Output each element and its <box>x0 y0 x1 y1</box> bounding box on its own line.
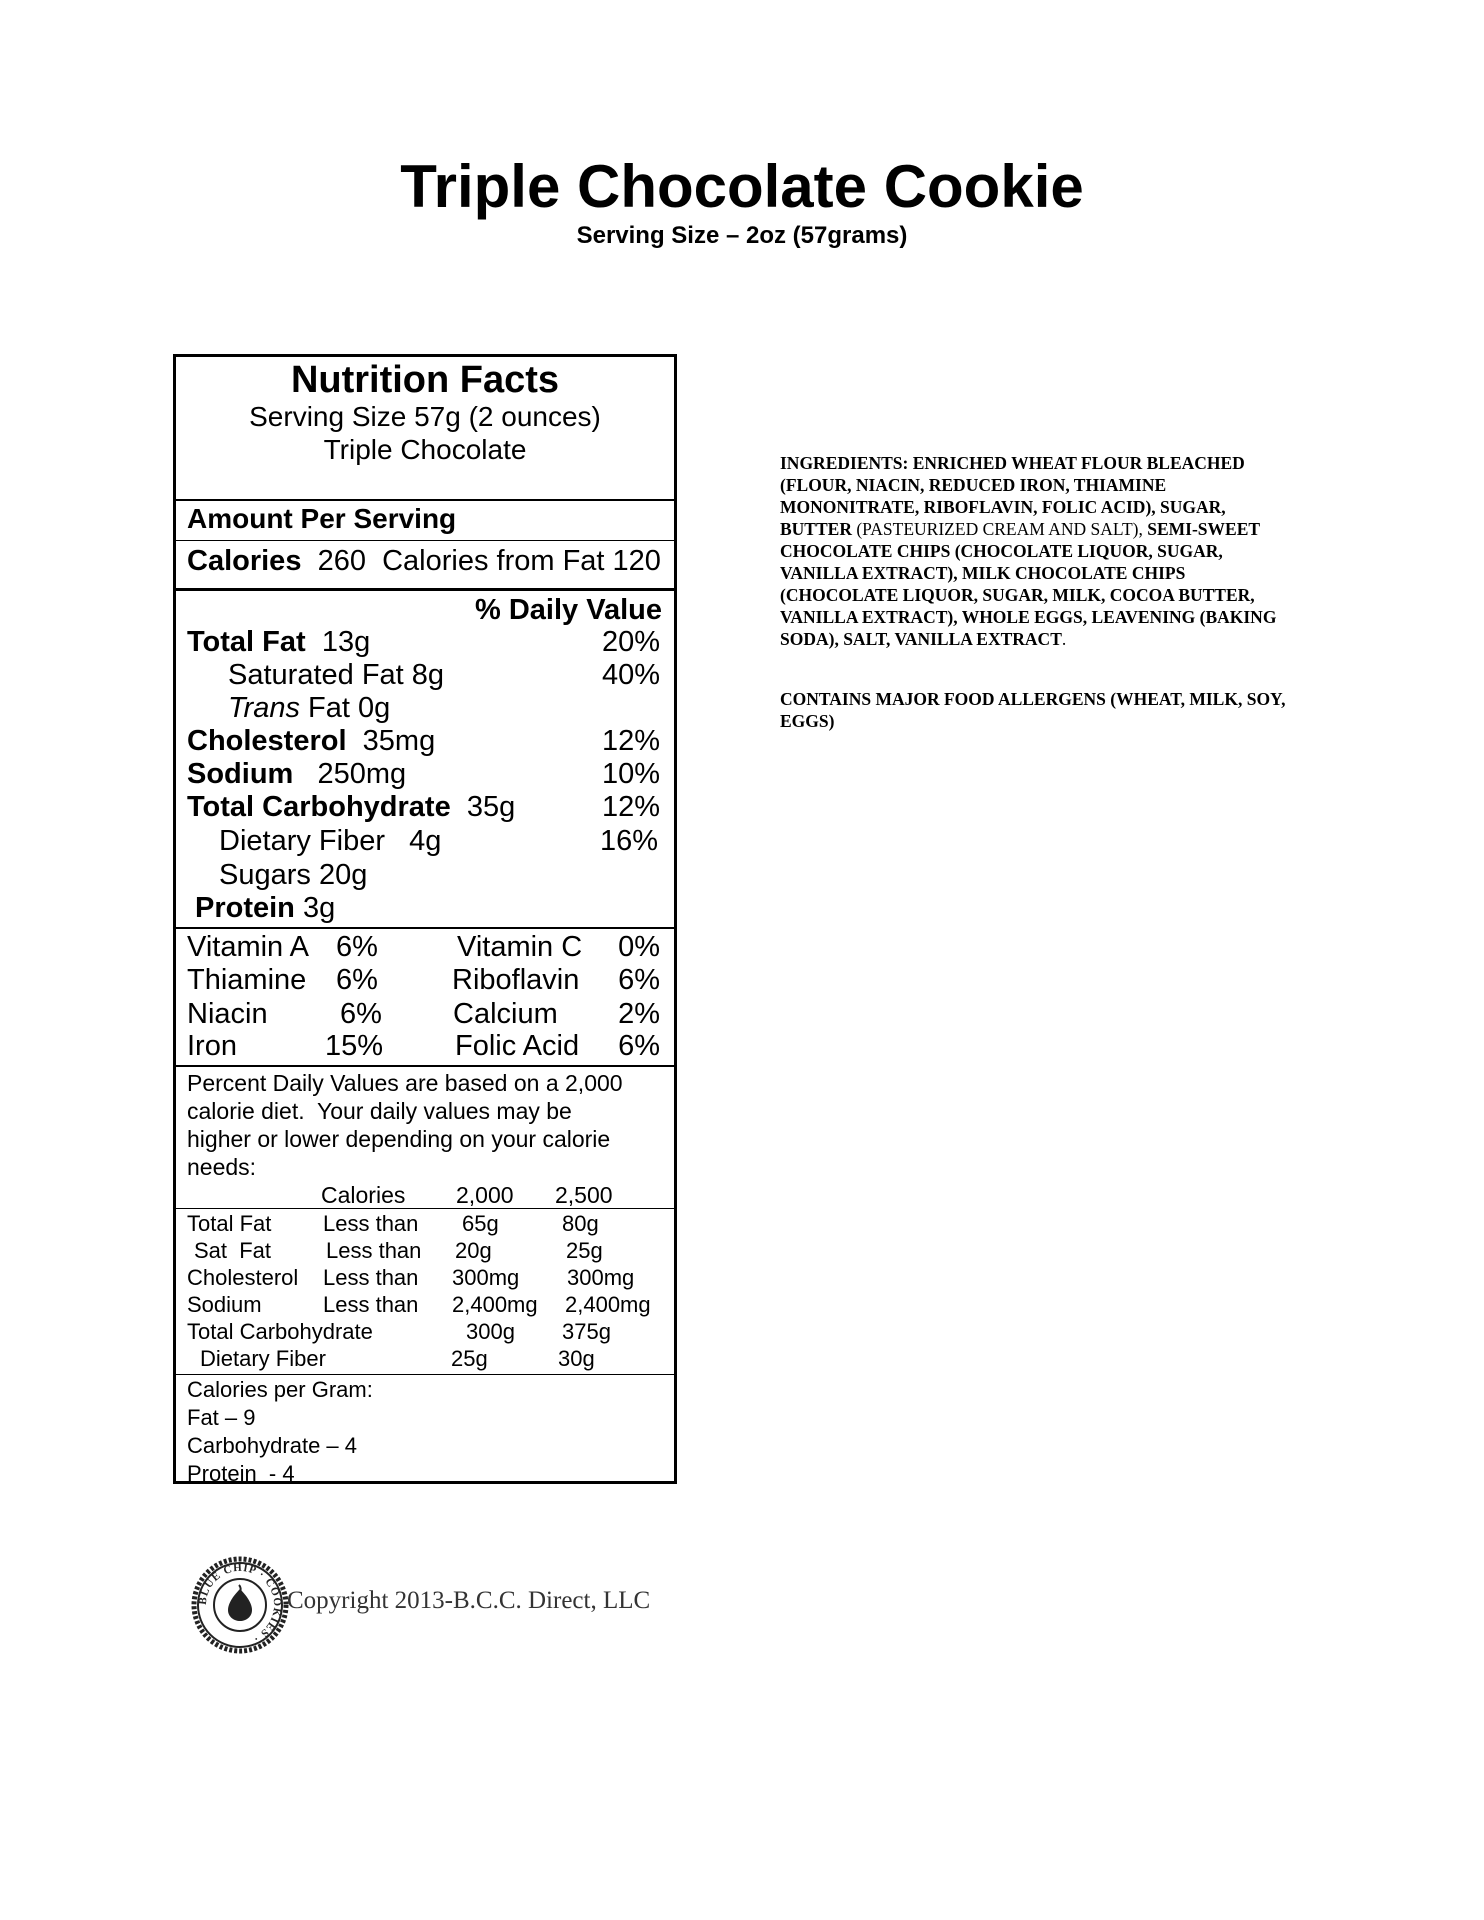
calories-value: 260 <box>317 545 366 577</box>
ingredients-text <box>780 452 1300 650</box>
dv-qualifier: Less than <box>323 1211 419 1236</box>
svg-text:BLUE CHIP · COOKIES ·: BLUE CHIP · COOKIES · <box>196 1561 284 1646</box>
vitamin-name: Thiamine <box>187 964 307 996</box>
vitamin-name: Calcium <box>453 998 558 1030</box>
vitamin-value: 6% <box>618 1030 660 1062</box>
vitamin-value: 2% <box>618 998 660 1030</box>
calories-from-fat: Calories from Fat 120 <box>382 545 661 577</box>
nutrient-label: Protein <box>195 892 295 924</box>
nutrient-amount: 4g <box>409 825 442 857</box>
dv-header-2000: 2,000 <box>456 1182 514 1208</box>
dv-value-2000: 300mg <box>452 1265 520 1290</box>
vitamin-name: Riboflavin <box>452 964 580 996</box>
divider <box>176 1065 674 1067</box>
dv-value-2500: 2,400mg <box>565 1292 651 1317</box>
calories-row <box>187 544 661 578</box>
dv-value-2500: 375g <box>562 1319 611 1344</box>
daily-value-header: % Daily Value <box>475 594 662 626</box>
dv-value-2000: 2,400mg <box>452 1292 538 1317</box>
dv-value-2500: 80g <box>562 1211 599 1236</box>
vitamin-name: Iron <box>187 1030 237 1062</box>
divider <box>176 499 674 501</box>
dv-qualifier: Less than <box>323 1265 419 1290</box>
nutrient-label: Sugars 20g <box>219 859 368 891</box>
dv-nutrient: Total Fat <box>187 1211 272 1236</box>
vitamin-name: Vitamin A <box>187 931 309 963</box>
divider <box>176 927 674 929</box>
dv-header-calories: Calories <box>321 1182 406 1208</box>
page-title: Triple Chocolate Cookie <box>400 153 1084 220</box>
dv-value-2000: 25g <box>451 1346 488 1371</box>
nutrient-label-italic: Trans <box>228 692 300 724</box>
ingredients-part: INGREDIENTS: ENRICHED WHEAT FLOUR BLEACHED (FLOUR, NIACIN, REDUCED IRON, THIAMINE MONONITRATE, RIBOFLAVIN, FOLIC ACID), SUGAR, BUTTER <box>780 453 1245 539</box>
nutrient-label: Saturated Fat 8g <box>228 659 445 691</box>
nutrient-dv: 10% <box>601 758 660 790</box>
nutrient-row <box>228 691 390 725</box>
footnote-line: higher or lower depending on your calorie <box>187 1126 611 1152</box>
nutrient-dv: 40% <box>601 659 660 691</box>
nutrient-row <box>187 790 515 824</box>
dv-qualifier: Less than <box>323 1292 419 1317</box>
ingredients-part: SEMI-SWEET CHOCOLATE CHIPS (CHOCOLATE LIQUOR, SUGAR, VANILLA EXTRACT), MILK CHOCOLATE CHIPS (CHOCOLATE LIQUOR, SUGAR, MILK, COCOA BUTTER, VANILLA EXTRACT), WHOLE EGGS, LEAVENING (BAKING SODA), SALT, VANILLA EXTRACT <box>780 519 1277 649</box>
allergens-text: CONTAINS MAJOR FOOD ALLERGENS (WHEAT, MILK, SOY, EGGS) <box>780 689 1286 731</box>
divider <box>176 1374 674 1375</box>
dv-value-2500: 25g <box>566 1238 603 1263</box>
nutrient-dv: 12% <box>601 725 660 757</box>
dv-value-2000: 20g <box>455 1238 492 1263</box>
nutrient-dv: 20% <box>601 626 660 658</box>
nutrient-row <box>219 824 441 858</box>
product-name: Triple Chocolate <box>323 434 527 465</box>
dv-value-2000: 65g <box>462 1211 499 1236</box>
dv-header-2500: 2,500 <box>555 1182 613 1208</box>
ingredients-part: . <box>1061 629 1067 649</box>
nutrient-label: Dietary Fiber <box>219 825 385 857</box>
dv-nutrient: Cholesterol <box>187 1265 299 1290</box>
vitamin-value: 6% <box>618 964 660 996</box>
vitamin-value: 6% <box>336 931 378 963</box>
calories-per-gram-line: Fat – 9 <box>187 1405 256 1430</box>
vitamin-name: Folic Acid <box>455 1030 580 1062</box>
nutrient-label: Cholesterol <box>187 725 347 757</box>
nutrient-row <box>195 891 335 925</box>
nutrition-facts-panel <box>173 354 677 1484</box>
nutrient-amount: 35g <box>466 791 516 823</box>
dv-nutrient: Sodium <box>187 1292 262 1317</box>
vitamin-value: 6% <box>336 964 378 996</box>
ingredients-part: (PASTEURIZED CREAM AND SALT), <box>851 519 1148 539</box>
calories-label: Calories <box>187 545 302 577</box>
vitamin-value: 15% <box>325 1030 384 1062</box>
nutrient-label: Fat 0g <box>299 692 391 724</box>
footnote-line: Percent Daily Values are based on a 2,000 <box>187 1070 623 1096</box>
nutrient-label: Total Carbohydrate <box>187 791 451 823</box>
nutrient-amount: 3g <box>302 892 336 924</box>
vitamin-name: Vitamin C <box>457 931 583 963</box>
dv-nutrient: Dietary Fiber <box>200 1346 326 1371</box>
dv-value-2500: 30g <box>558 1346 595 1371</box>
nutrition-facts-title: Nutrition Facts <box>290 359 560 401</box>
calories-per-gram-line: Protein - 4 <box>187 1461 295 1486</box>
copyright-text: Copyright 2013-B.C.C. Direct, LLC <box>287 1587 651 1614</box>
dv-value-2000: 300g <box>466 1319 515 1344</box>
dv-value-2500: 300mg <box>567 1265 635 1290</box>
nutrient-dv: 12% <box>601 791 660 823</box>
nutrient-row <box>187 625 370 659</box>
nutrient-row <box>187 724 435 758</box>
nutrient-dv: 16% <box>599 825 658 857</box>
divider <box>176 588 674 591</box>
vitamin-value: 0% <box>618 931 660 963</box>
nutrient-label: Sodium <box>187 758 294 790</box>
nutrient-amount: 13g <box>321 626 371 658</box>
divider <box>176 1208 674 1209</box>
footnote-line: needs: <box>187 1154 257 1180</box>
nutrient-row <box>187 757 406 791</box>
vitamin-name: Niacin <box>187 998 268 1030</box>
amount-per-serving: Amount Per Serving <box>187 503 457 534</box>
dv-qualifier: Less than <box>326 1238 422 1263</box>
dv-nutrient: Sat Fat <box>194 1238 272 1263</box>
page-subtitle: Serving Size – 2oz (57grams) <box>576 222 908 249</box>
nutrient-amount: 250mg <box>317 758 407 790</box>
serving-size: Serving Size 57g (2 ounces) <box>249 401 601 432</box>
vitamin-value: 6% <box>340 998 382 1030</box>
footnote-line: calorie diet. Your daily values may be <box>187 1098 572 1124</box>
calories-per-gram-line: Calories per Gram: <box>187 1377 373 1402</box>
blue-chip-cookies-logo <box>190 1555 290 1655</box>
nutrient-label: Total Fat <box>187 626 306 658</box>
dv-nutrient: Total Carbohydrate <box>187 1319 373 1344</box>
calories-per-gram-line: Carbohydrate – 4 <box>187 1433 357 1458</box>
nutrient-amount: 35mg <box>362 725 436 757</box>
divider <box>176 540 674 541</box>
